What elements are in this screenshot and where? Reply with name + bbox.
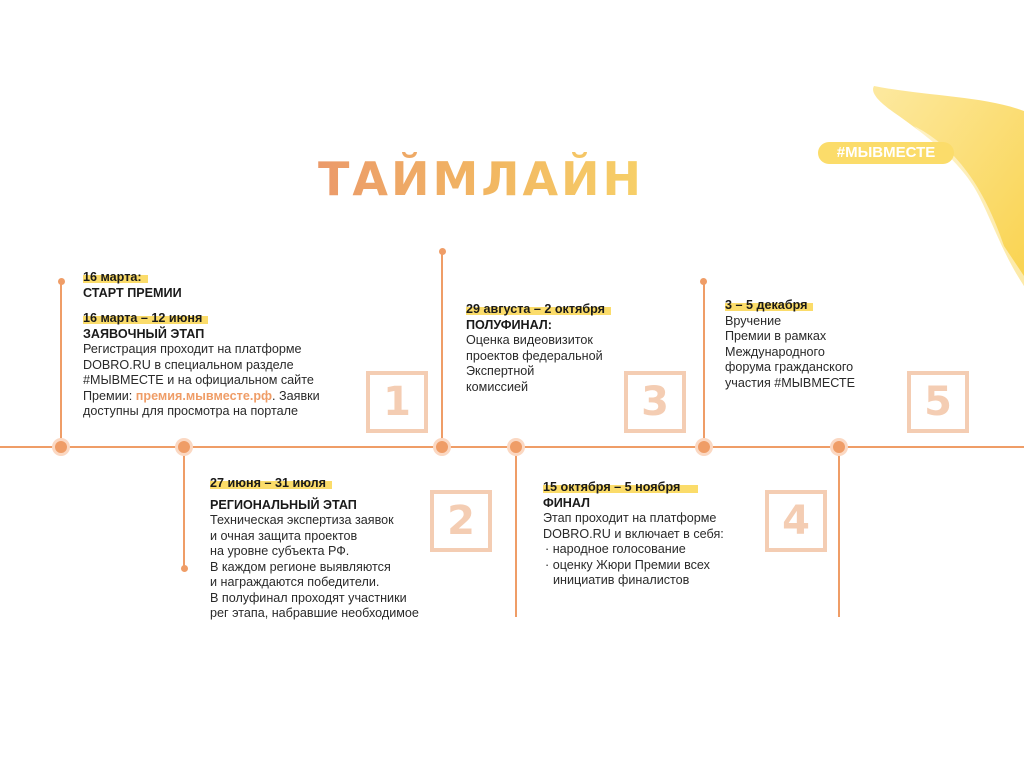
stem-end-dot (439, 248, 446, 255)
timeline-stem-2 (183, 447, 185, 569)
stage-4-bullet: · народное голосование (545, 542, 686, 556)
stage-2-line: рег этапа, набравшие необходимое (210, 606, 419, 620)
timeline-node-2 (178, 441, 190, 453)
stage-2-date: 27 июня – 31 июля (210, 477, 332, 489)
timeline-stem-1 (60, 281, 62, 447)
stage-3-title: ПОЛУФИНАЛ: (466, 317, 552, 332)
timeline-node-1 (55, 441, 67, 453)
stage-2-title: РЕГИОНАЛЬНЫЙ ЭТАП (210, 497, 357, 512)
stage-2-block (210, 476, 460, 622)
timeline-stem-5 (703, 281, 705, 447)
timeline-stem-6 (838, 447, 840, 617)
stage-1-start-date: 16 марта: (83, 271, 148, 283)
stage-3-line: Экспертной (466, 364, 535, 378)
stage-5-date: 3 – 5 декабря (725, 299, 813, 311)
stage-2-line: и очная защита проектов (210, 528, 358, 543)
stage-number-5: 5 (907, 371, 969, 433)
stage-2-line: и награждаются победители. (210, 575, 380, 589)
stage-4-line: Этап проходит на платформе (543, 511, 717, 525)
stage-3-line: Оценка видеовизиток (466, 333, 593, 347)
stage-1-block (83, 270, 373, 420)
stage-1-link-line (83, 389, 373, 405)
stage-1-link-prefix: Премии: (83, 388, 136, 403)
stage-5-block (725, 298, 885, 391)
stage-1-title: ЗАЯВОЧНЫЙ ЭТАП (83, 326, 205, 341)
stage-3-date: 29 августа – 2 октября (466, 303, 611, 315)
site-link[interactable]: премия.мывместе.рф (135, 388, 273, 403)
timeline-stem-3 (441, 252, 443, 447)
stage-number-4: 4 (765, 490, 827, 552)
stem-end-dot (58, 278, 65, 285)
stem-end-dot (700, 278, 707, 285)
timeline-node-5 (698, 441, 710, 453)
stage-2-line: на уровне субъекта РФ. (210, 544, 350, 558)
stage-1-line: DOBRO.RU в специальном разделе (83, 357, 294, 372)
stage-5-line: Вручение (725, 313, 782, 328)
stage-5-line: Премии в рамках (725, 329, 827, 343)
stage-3-block (466, 302, 646, 395)
stage-5-line: участия #МЫВМЕСТЕ (725, 375, 855, 390)
timeline-node-4 (510, 441, 522, 453)
decorative-blob (854, 86, 1024, 286)
timeline-node-6 (833, 441, 845, 453)
stage-5-line: Международного (725, 344, 825, 359)
stage-4-bullet-text: оценку Жюри Премии всех инициатив финалистов (552, 557, 710, 587)
page-title: ТАЙМЛАЙН (318, 152, 645, 206)
timeline-stem-4 (515, 447, 517, 617)
timeline-node-3 (436, 441, 448, 453)
stage-1-start-title: СТАРТ ПРЕМИИ (83, 285, 182, 300)
stem-end-dot (181, 565, 188, 572)
stage-4-line: DOBRO.RU и включает в себя: (543, 526, 724, 541)
stage-2-line: Техническая экспертиза заявок (210, 513, 394, 527)
stage-1-link-suffix: . Заявки (272, 388, 320, 403)
stage-1-line: доступны для просмотра на портале (83, 404, 298, 418)
hashtag-badge: #МЫВМЕСТЕ (818, 142, 954, 164)
stage-1-line: Регистрация проходит на платформе (83, 342, 302, 356)
stage-4-bullet: · оценку Жюри Премии всех инициатив финалистов (545, 557, 710, 587)
stage-4-date: 15 октября – 5 ноября (543, 481, 698, 493)
stage-2-line: В полуфинал проходят участники (210, 590, 407, 605)
stage-number-1: 1 (366, 371, 428, 433)
stage-4-bullet-text: народное голосование (552, 542, 686, 556)
stage-1-date: 16 марта – 12 июня (83, 312, 208, 324)
stage-4-title: ФИНАЛ (543, 495, 590, 510)
stage-number-2: 2 (430, 490, 492, 552)
stage-3-line: комиссией (466, 379, 529, 394)
stage-1-line: #МЫВМЕСТЕ и на официальном сайте (83, 373, 314, 387)
stage-number-3: 3 (624, 371, 686, 433)
stage-3-line: проектов федеральной (466, 348, 603, 363)
stage-5-line: форума гражданского (725, 360, 854, 374)
stage-4-block (543, 480, 768, 589)
stage-2-line: В каждом регионе выявляются (210, 559, 391, 574)
